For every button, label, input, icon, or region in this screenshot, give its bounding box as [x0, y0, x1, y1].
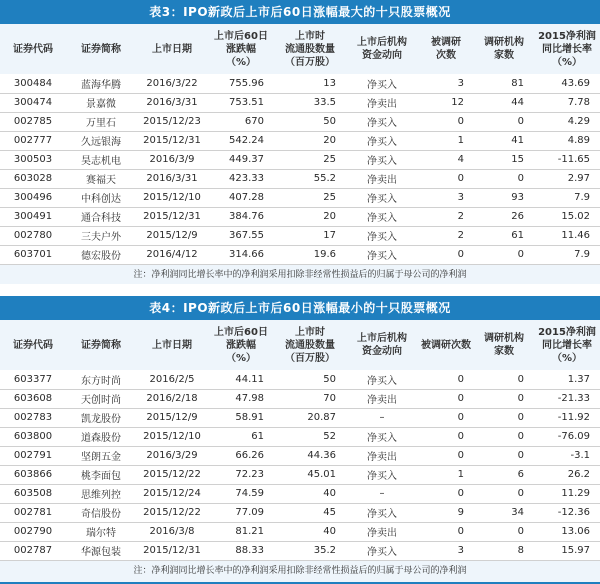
table-cell: 赛福天 — [86, 175, 116, 186]
table-cell: 2016/3/29 — [146, 450, 198, 461]
table-cell: 40 — [323, 488, 336, 499]
table-cell: 净买入 — [367, 232, 397, 243]
table-cell: 449.37 — [229, 154, 264, 165]
table-cell: 2016/2/5 — [149, 373, 195, 385]
table-cell: 20 — [323, 135, 336, 146]
table-cell: 300503 — [13, 154, 53, 165]
table-cell: 72.23 — [235, 469, 264, 480]
column-header: 被调研 次数 — [431, 37, 461, 61]
table-row — [0, 370, 600, 389]
table-cell: 15.02 — [561, 211, 590, 222]
table-4 — [0, 296, 600, 584]
table-cell: 52 — [323, 431, 336, 442]
table-cell: 2015/12/31 — [143, 211, 201, 222]
table-cell: 002787 — [13, 545, 53, 556]
table-cell: 367.55 — [229, 230, 264, 241]
table-cell: 2015/12/31 — [143, 545, 201, 556]
table-cell: 0 — [457, 412, 464, 423]
table-cell: 603608 — [13, 393, 53, 404]
table-cell: 2015/12/10 — [143, 431, 201, 442]
column-header: 证券简称 — [81, 43, 121, 55]
table-cell: 2016/3/31 — [146, 97, 198, 108]
table-cell: 26.2 — [567, 469, 590, 480]
table-cell: 2.97 — [567, 173, 590, 184]
table-cell: 423.33 — [229, 173, 264, 184]
table-cell: 0 — [457, 249, 464, 260]
table-cell: 44 — [511, 97, 524, 108]
table-cell: 中科创达 — [81, 194, 121, 205]
table-3-note: 注：净利润同比增长率中的净利润采用扣除非经常性损益后的归属于母公司的净利润 — [0, 265, 600, 288]
table-cell: 净卖出 — [367, 452, 397, 463]
table-cell: 蓝海华腾 — [81, 79, 121, 91]
table-cell: 凯龙股份 — [81, 414, 121, 425]
table-cell: 2015/12/23 — [143, 116, 201, 127]
table-row — [0, 427, 600, 446]
table-cell: 13.06 — [561, 526, 590, 537]
column-header: 上市后机构 资金动向 — [357, 333, 407, 357]
table-cell: 9 — [457, 507, 464, 518]
table-cell: 25 — [323, 192, 336, 203]
table-3-body — [0, 74, 600, 264]
table-cell: 002785 — [13, 116, 53, 127]
table-cell: 7.78 — [567, 97, 590, 108]
table-cell: 坚朗五金 — [81, 452, 121, 463]
table-row — [0, 484, 600, 503]
table-cell: 34 — [511, 507, 524, 518]
table-row — [0, 207, 600, 226]
table-cell: -11.65 — [557, 154, 590, 165]
table-cell: 300491 — [13, 211, 53, 222]
table-cell: 603508 — [13, 488, 53, 499]
table-cell: 净买入 — [367, 118, 397, 129]
table-row — [0, 74, 600, 93]
table-cell: 300474 — [13, 97, 53, 108]
table-cell: 755.96 — [229, 77, 264, 89]
table-row — [0, 465, 600, 484]
table-cell: 002780 — [13, 230, 53, 241]
table-cell: 603800 — [13, 431, 53, 442]
table-cell: 4 — [457, 154, 464, 165]
table-row — [0, 131, 600, 150]
table-cell: 2015/12/24 — [143, 488, 201, 499]
table-row — [0, 446, 600, 465]
table-cell: 0 — [457, 393, 464, 404]
table-3-header-row — [0, 24, 600, 74]
table-cell: 道森股份 — [81, 433, 121, 444]
table-cell: 45.01 — [307, 469, 336, 480]
table-4-grid — [0, 320, 600, 561]
table-cell: 东方时尚 — [81, 375, 121, 387]
table-cell: 奇信股份 — [81, 509, 121, 520]
column-header: 上市时 流通股数量 （百万股） — [285, 30, 335, 68]
table-cell: 8 — [517, 545, 524, 556]
table-cell: 002791 — [13, 450, 53, 461]
table-cell: 300484 — [13, 77, 53, 89]
table-cell: 19.6 — [313, 249, 336, 260]
table-cell: 002783 — [13, 412, 53, 423]
column-header: 上市后60日 涨跌幅 （%） — [214, 326, 268, 364]
table-cell: 净买入 — [367, 547, 397, 558]
table-cell: 3 — [457, 77, 464, 89]
table-cell: 603028 — [13, 173, 53, 184]
table-cell: 13 — [323, 77, 336, 89]
table-cell: 净买入 — [367, 471, 397, 482]
table-cell: 2015/12/22 — [143, 469, 201, 480]
table-cell: 7.9 — [574, 249, 590, 260]
table-cell: 40 — [323, 526, 336, 537]
table-cell: 0 — [517, 116, 524, 127]
table-cell: 25 — [323, 154, 336, 165]
table-cell: 净卖出 — [367, 395, 397, 406]
table-cell: 净买入 — [367, 137, 397, 148]
column-header: 上市后60日 涨跌幅 （%） — [214, 30, 268, 68]
table-cell: 华源包装 — [81, 547, 121, 558]
column-header: 2015净利润 同比增长率 （%） — [538, 30, 596, 68]
table-cell: 542.24 — [229, 135, 264, 146]
table-cell: 0 — [517, 173, 524, 184]
table-row — [0, 93, 600, 112]
table-cell: 净买入 — [367, 79, 397, 91]
table-cell: 净买入 — [367, 433, 397, 444]
table-cell: 88.33 — [235, 545, 264, 556]
table-cell: – — [379, 488, 385, 499]
table-cell: 净买入 — [367, 156, 397, 167]
table-cell: 0 — [517, 450, 524, 461]
table-cell: 12 — [451, 97, 464, 108]
table-cell: 3 — [457, 545, 464, 556]
table-cell: 70 — [323, 393, 336, 404]
table-cell: 002777 — [13, 135, 53, 146]
table-cell: 净卖出 — [367, 175, 397, 186]
table-cell: 77.09 — [235, 507, 264, 518]
table-4-note: 注：净利润同比增长率中的净利润采用扣除非经常性损益后的归属于母公司的净利润 — [0, 561, 600, 584]
table-cell: 41 — [511, 135, 524, 146]
table-4-title: 表4：IPO新政后上市后60日涨幅最小的十只股票概况 — [0, 296, 600, 320]
column-header: 证券简称 — [81, 339, 121, 351]
table-cell: 净买入 — [367, 509, 397, 520]
table-cell: 43.69 — [561, 77, 590, 89]
table-cell: 6 — [517, 469, 524, 480]
column-header: 被调研次数 — [421, 339, 471, 351]
table-cell: 0 — [517, 431, 524, 442]
table-cell: 17 — [323, 230, 336, 241]
column-header: 上市日期 — [152, 339, 192, 351]
table-row — [0, 150, 600, 169]
table-row — [0, 169, 600, 188]
table-cell: 2015/12/9 — [146, 230, 198, 241]
table-cell: 2 — [457, 230, 464, 241]
column-header: 上市后机构 资金动向 — [357, 37, 407, 61]
table-cell: 2016/2/18 — [146, 393, 198, 404]
column-header: 证券代码 — [13, 43, 53, 55]
table-row — [0, 541, 600, 560]
table-cell: 50 — [323, 373, 336, 385]
table-cell: 净卖出 — [367, 528, 397, 539]
table-row — [0, 408, 600, 427]
table-cell: 0 — [457, 431, 464, 442]
table-cell: 300496 — [13, 192, 53, 203]
table-cell: 0 — [457, 526, 464, 537]
table-cell: 0 — [517, 412, 524, 423]
table-cell: 久远银海 — [81, 137, 121, 148]
table-cell: 2016/3/9 — [149, 154, 195, 165]
table-cell: 净卖出 — [367, 99, 397, 110]
table-cell: 2015/12/31 — [143, 135, 201, 146]
table-cell: 瑞尔特 — [86, 528, 116, 539]
table-cell: 47.98 — [235, 393, 264, 404]
table-4-body — [0, 370, 600, 560]
table-cell: 002790 — [13, 526, 53, 537]
table-cell: 2016/4/12 — [146, 249, 198, 260]
table-cell: 384.76 — [229, 211, 264, 222]
table-gap — [0, 284, 600, 296]
table-cell: 55.2 — [313, 173, 336, 184]
table-cell: 净买入 — [367, 375, 397, 387]
table-cell: 3 — [457, 192, 464, 203]
table-cell: 2016/3/22 — [146, 77, 198, 89]
table-3-title: 表3：IPO新政后上市后60日涨幅最大的十只股票概况 — [0, 0, 600, 24]
table-cell: -76.09 — [557, 431, 590, 442]
table-3 — [0, 0, 600, 288]
table-cell: 0 — [457, 173, 464, 184]
table-row — [0, 522, 600, 541]
table-cell: 753.51 — [229, 97, 264, 108]
table-cell: 0 — [517, 393, 524, 404]
table-cell: 2015/12/9 — [146, 412, 198, 423]
table-row — [0, 503, 600, 522]
table-cell: 15 — [511, 154, 524, 165]
table-cell: 11.29 — [561, 488, 590, 499]
table-cell: -12.36 — [557, 507, 590, 518]
table-4-header-row — [0, 320, 600, 370]
table-cell: 0 — [457, 488, 464, 499]
table-cell: 50 — [323, 116, 336, 127]
table-cell: 44.36 — [307, 450, 336, 461]
table-cell: 11.46 — [561, 230, 590, 241]
table-cell: 4.29 — [567, 116, 590, 127]
table-cell: 2016/3/31 — [146, 173, 198, 184]
table-cell: 603866 — [13, 469, 53, 480]
table-cell: 0 — [457, 373, 464, 385]
table-row — [0, 245, 600, 264]
table-cell: 德宏股份 — [81, 251, 121, 262]
table-cell: 景嘉微 — [86, 99, 116, 110]
table-row — [0, 389, 600, 408]
table-cell: 4.89 — [567, 135, 590, 146]
table-cell: -21.33 — [557, 393, 590, 404]
table-3-grid — [0, 24, 600, 265]
table-cell: 0 — [457, 116, 464, 127]
table-cell: 0 — [517, 373, 524, 385]
column-header: 证券代码 — [13, 339, 53, 351]
table-cell: 26 — [511, 211, 524, 222]
table-cell: 净买入 — [367, 251, 397, 262]
table-cell: 61 — [251, 431, 264, 442]
table-cell: – — [379, 412, 385, 423]
table-cell: 66.26 — [235, 450, 264, 461]
table-cell: 44.11 — [235, 373, 264, 385]
table-cell: 81 — [511, 77, 524, 89]
table-cell: 天创时尚 — [81, 395, 121, 406]
table-cell: 603701 — [13, 249, 53, 260]
table-cell: 81.21 — [235, 526, 264, 537]
column-header: 调研机构 家数 — [484, 37, 524, 61]
table-cell: 万里石 — [86, 118, 116, 129]
table-cell: -3.1 — [570, 450, 590, 461]
table-cell: 407.28 — [229, 192, 264, 203]
table-cell: 33.5 — [313, 97, 336, 108]
table-cell: 1.37 — [567, 373, 590, 385]
table-cell: 35.2 — [313, 545, 336, 556]
table-cell: 昊志机电 — [81, 156, 121, 167]
table-cell: 桃李面包 — [81, 471, 121, 482]
table-cell: 45 — [323, 507, 336, 518]
table-row — [0, 226, 600, 245]
table-cell: 0 — [517, 249, 524, 260]
table-cell: 1 — [457, 469, 464, 480]
table-cell: 002781 — [13, 507, 53, 518]
column-header: 上市日期 — [152, 43, 192, 55]
table-cell: 净买入 — [367, 213, 397, 224]
table-cell: 净买入 — [367, 194, 397, 205]
table-cell: 670 — [244, 116, 264, 127]
column-header: 2015净利润 同比增长率 （%） — [538, 326, 596, 364]
table-row — [0, 188, 600, 207]
column-header: 上市时 流通股数量 （百万股） — [285, 326, 335, 364]
table-cell: 思维列控 — [81, 490, 121, 501]
table-cell: -11.92 — [557, 412, 590, 423]
table-cell: 58.91 — [235, 412, 264, 423]
table-cell: 2015/12/22 — [143, 507, 201, 518]
table-cell: 20.87 — [307, 412, 336, 423]
table-cell: 2016/3/8 — [149, 526, 195, 537]
table-cell: 0 — [457, 450, 464, 461]
table-cell: 三夫户外 — [81, 232, 121, 243]
table-cell: 0 — [517, 488, 524, 499]
table-cell: 74.59 — [235, 488, 264, 499]
table-cell: 2 — [457, 211, 464, 222]
table-cell: 61 — [511, 230, 524, 241]
table-cell: 93 — [511, 192, 524, 203]
table-cell: 2015/12/10 — [143, 192, 201, 203]
table-cell: 1 — [457, 135, 464, 146]
table-cell: 通合科技 — [81, 213, 121, 224]
table-cell: 314.66 — [229, 249, 264, 260]
column-header: 调研机构 家数 — [484, 333, 524, 357]
table-cell: 15.97 — [561, 545, 590, 556]
table-row — [0, 112, 600, 131]
table-cell: 20 — [323, 211, 336, 222]
table-cell: 0 — [517, 526, 524, 537]
table-cell: 7.9 — [574, 192, 590, 203]
table-cell: 603377 — [13, 373, 53, 385]
